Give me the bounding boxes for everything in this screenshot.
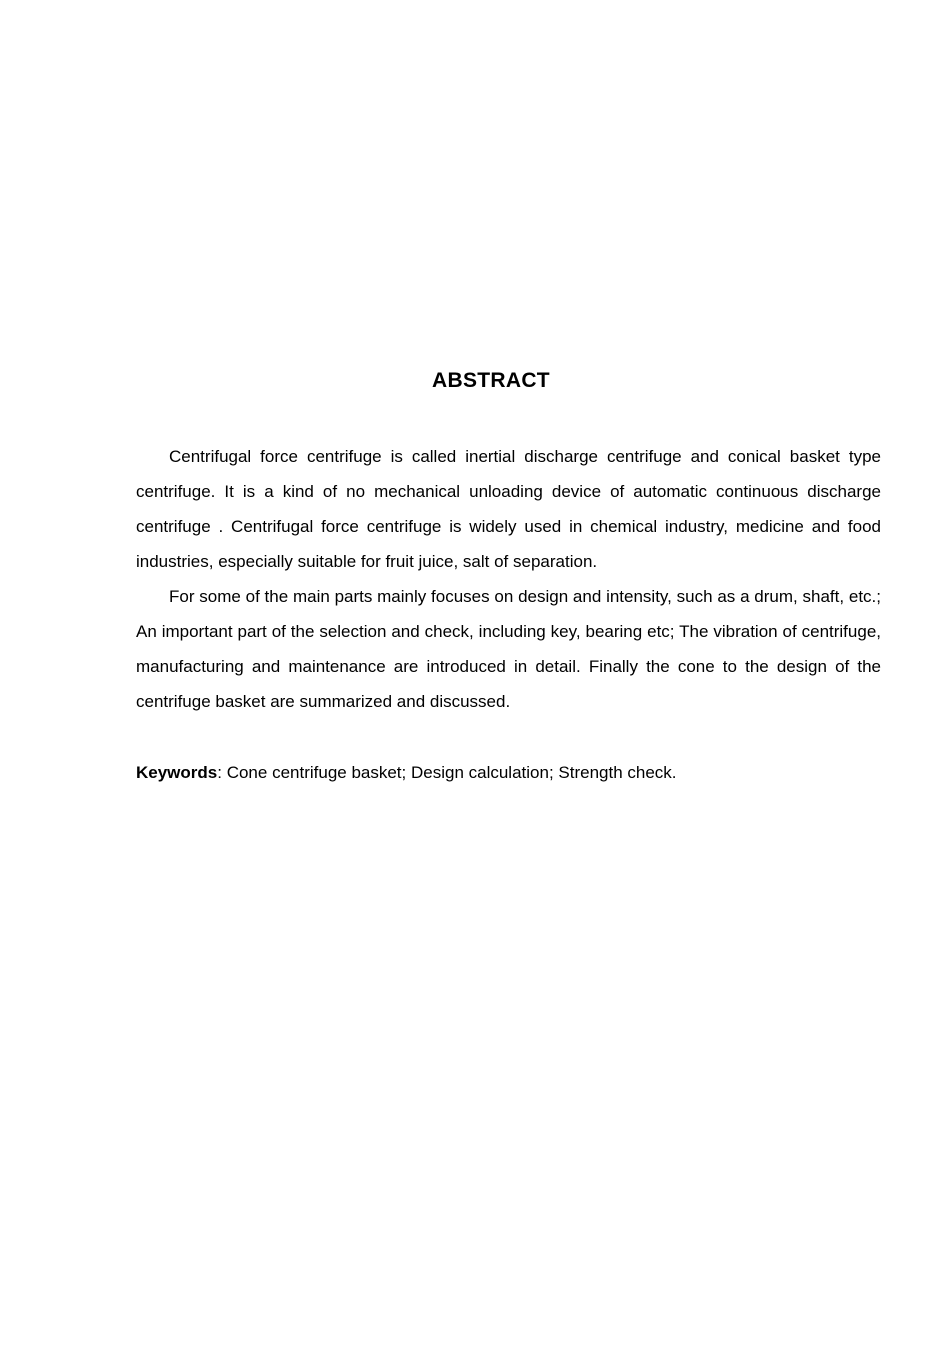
keywords-line <box>136 755 881 790</box>
abstract-body <box>136 439 881 719</box>
abstract-paragraph-1: Centrifugal force centrifuge is called inertial discharge centrifuge and conical basket type centrifuge. It is a kind of no mechanical unloading device of automatic continuous discharge centrifuge . Centrifugal force centrifuge is widely used in chemical industry, medicine and food industries, especially suitable for fruit juice, salt of separation. <box>136 447 881 571</box>
abstract-title: ABSTRACT <box>432 369 550 392</box>
keywords-label: Keywords <box>136 763 218 782</box>
keywords-separator: : <box>217 763 227 782</box>
keywords-text: Cone centrifuge basket; Design calculation; Strength check. <box>226 763 677 782</box>
abstract-paragraph-2: For some of the main parts mainly focuses on design and intensity, such as a drum, shaft, etc.; An important part of the selection and check, including key, bearing etc; The vibration of centrifuge, manufacturing and maintenance are introduced in detail. Finally the cone to the design of the centrifuge basket are summarized and discussed. <box>136 587 881 711</box>
